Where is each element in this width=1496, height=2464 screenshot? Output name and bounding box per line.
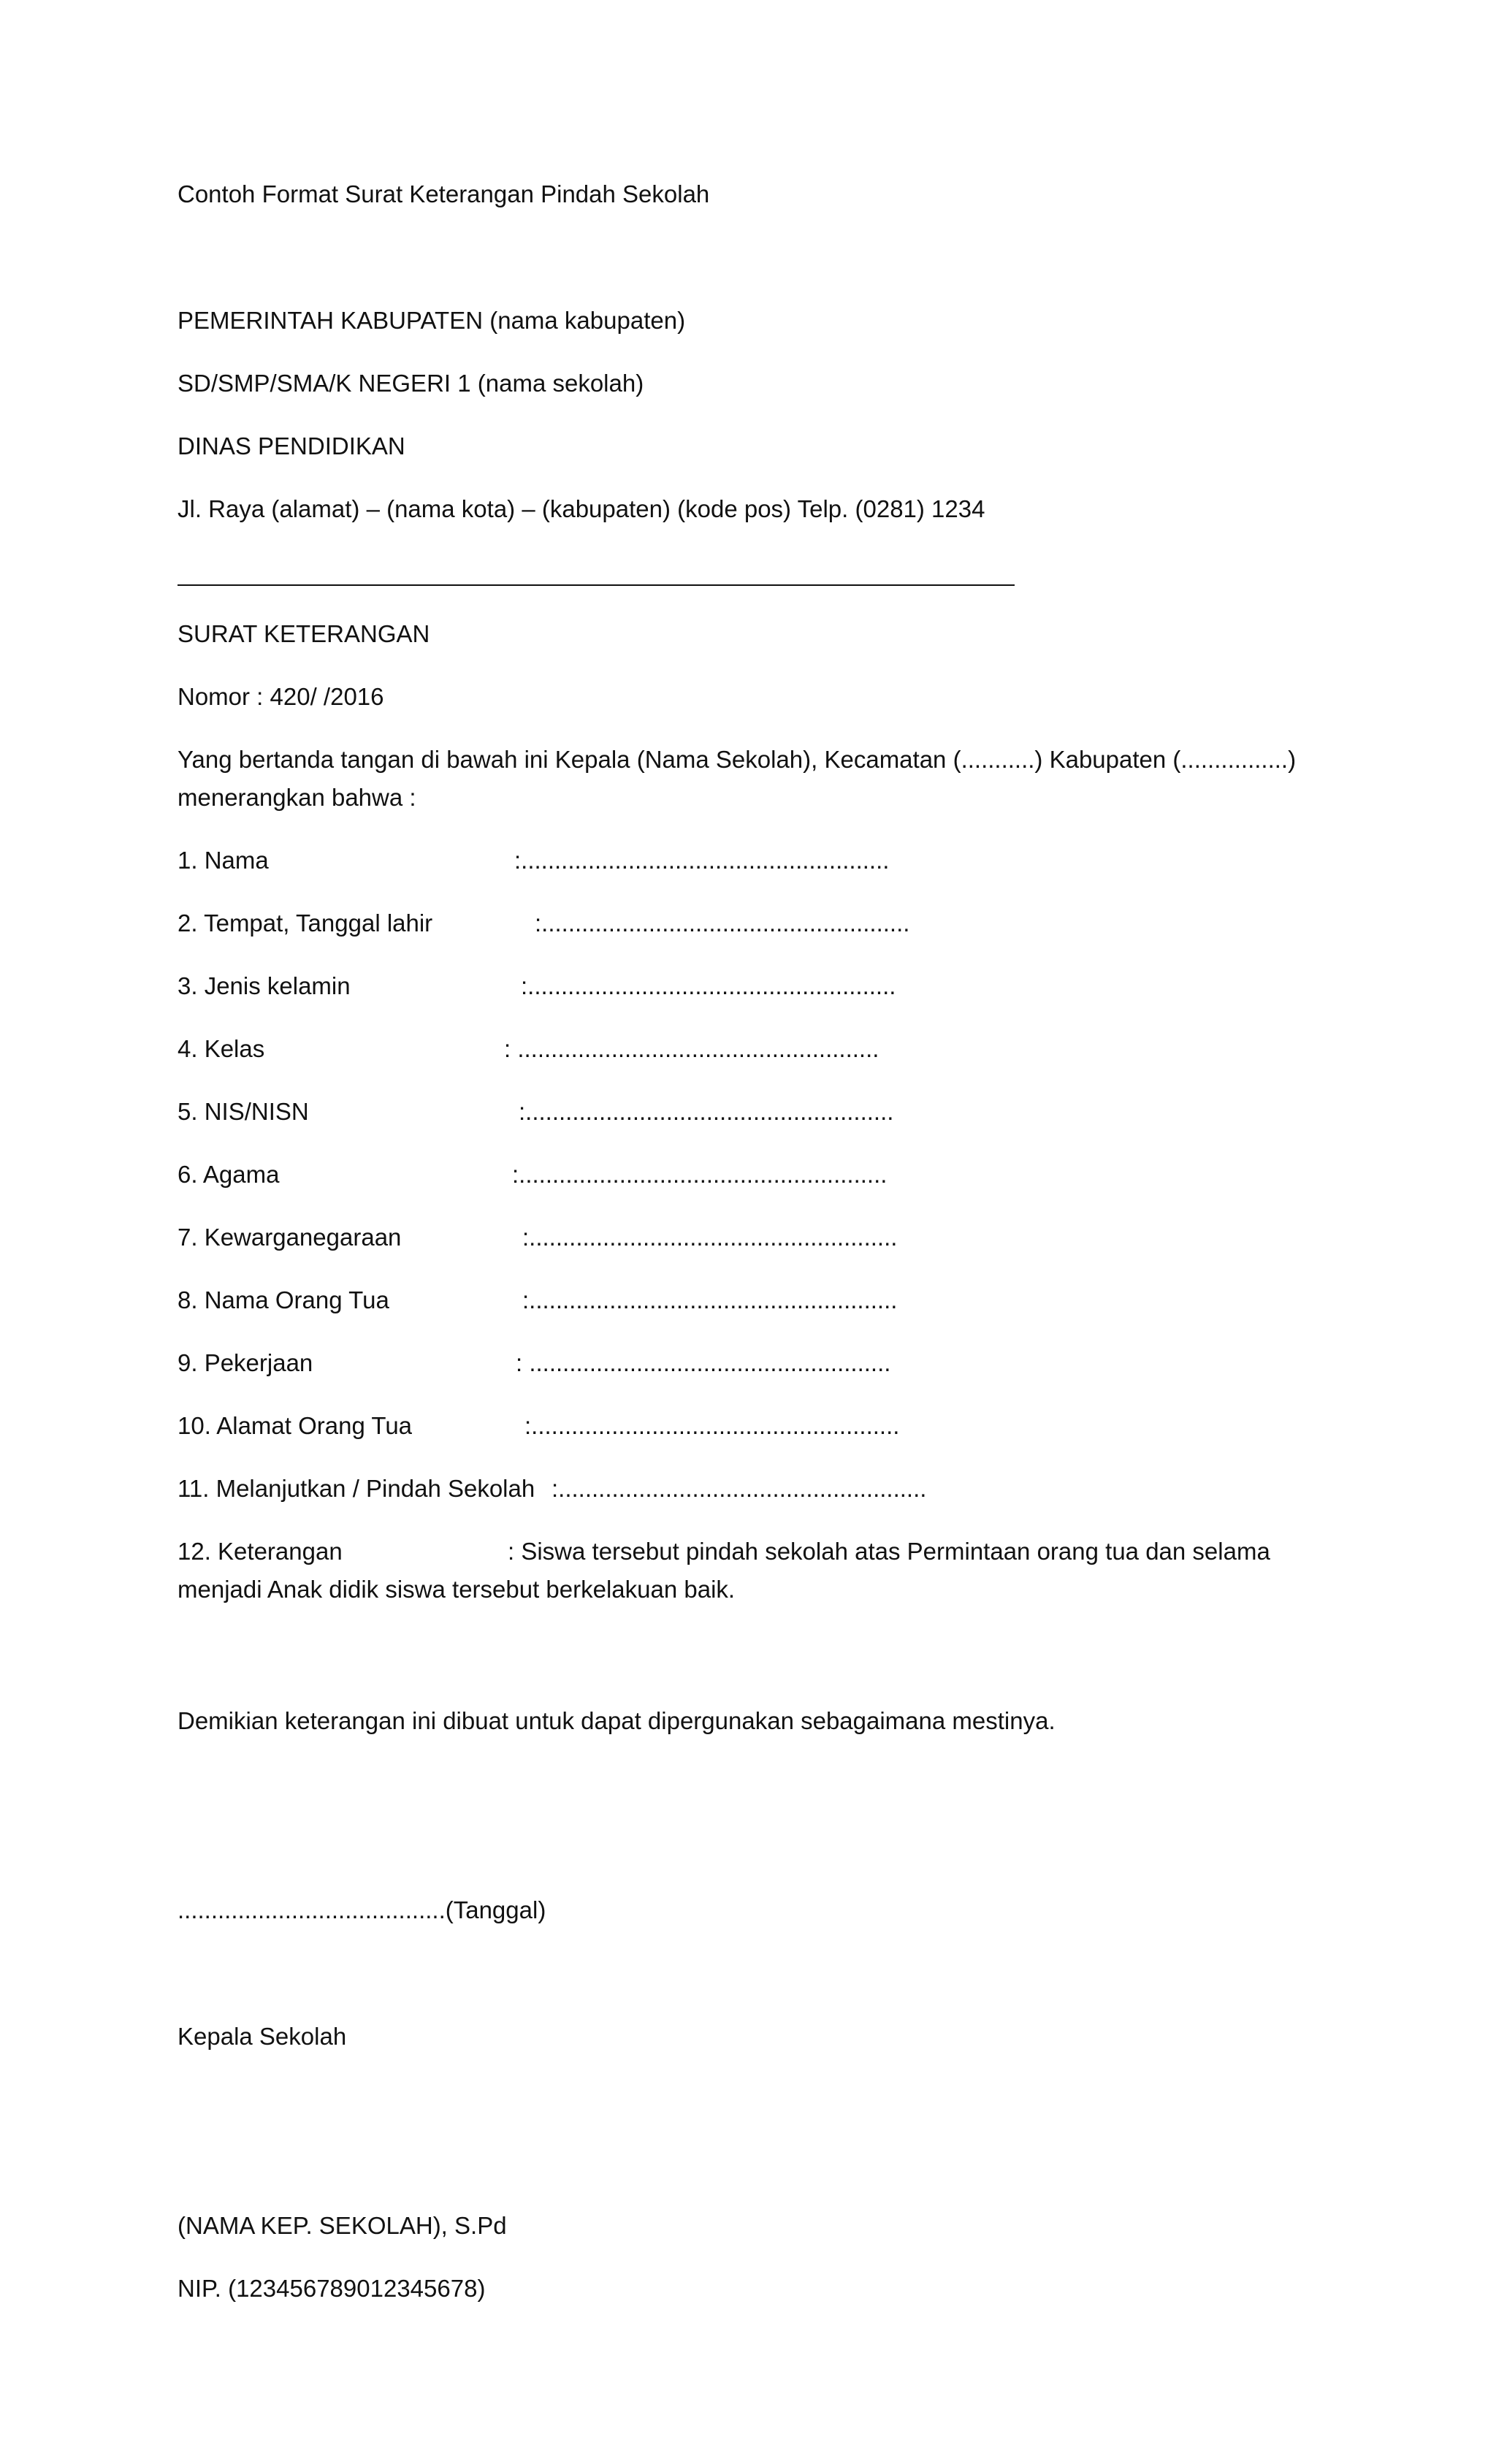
field-label: 10. Alamat Orang Tua xyxy=(178,1412,413,1439)
field-value: :....................................................... xyxy=(519,1098,894,1125)
signatory-name: (NAMA KEP. SEKOLAH), S.Pd xyxy=(178,2212,507,2239)
keterangan-row xyxy=(178,1533,1346,1609)
letter-number: Nomor : 420/ /2016 xyxy=(178,683,384,710)
field-value: : ...................................................... xyxy=(516,1349,891,1376)
field-label: 7. Kewarganegaraan xyxy=(178,1224,402,1251)
field-value: :....................................................... xyxy=(512,1161,888,1188)
field-label: 6. Agama xyxy=(178,1161,280,1188)
field-value: :....................................................... xyxy=(514,847,890,874)
intro-paragraph: Yang bertanda tangan di bawah ini Kepala (Nama Sekolah), Kecamatan (...........) Kabupaten (................) menerangkan bahwa : xyxy=(178,746,1297,811)
field-label: 11. Melanjutkan / Pindah Sekolah xyxy=(178,1475,535,1502)
header-department: DINAS PENDIDIKAN xyxy=(178,432,405,459)
closing-statement: Demikian keterangan ini dibuat untuk dapat dipergunakan sebagaimana mestinya. xyxy=(178,1707,1056,1734)
date-line: ........................................(Tanggal) xyxy=(178,1896,546,1923)
field-label: 9. Pekerjaan xyxy=(178,1349,313,1376)
signatory-title: Kepala Sekolah xyxy=(178,2023,347,2050)
field-value: :....................................................... xyxy=(521,972,896,999)
field-value: :....................................................... xyxy=(552,1475,927,1502)
field-label: 4. Kelas xyxy=(178,1035,265,1062)
letter-title: SURAT KETERANGAN xyxy=(178,620,430,647)
field-label: 8. Nama Orang Tua xyxy=(178,1286,389,1313)
keterangan-label: 12. Keterangan xyxy=(178,1538,343,1565)
field-label: 3. Jenis kelamin xyxy=(178,972,351,999)
field-value: :....................................................... xyxy=(522,1286,898,1313)
field-label: 2. Tempat, Tanggal lahir xyxy=(178,909,433,937)
header-address: Jl. Raya (alamat) – (nama kota) – (kabupaten) (kode pos) Telp. (0281) 1234 xyxy=(178,495,985,522)
field-label: 1. Nama xyxy=(178,847,269,874)
field-value: :....................................................... xyxy=(524,1412,900,1439)
field-value: :....................................................... xyxy=(522,1224,898,1251)
field-label: 5. NIS/NISN xyxy=(178,1098,309,1125)
signatory-nip: NIP. (123456789012345678) xyxy=(178,2275,486,2302)
field-value: : ...................................................... xyxy=(504,1035,879,1062)
document-title: Contoh Format Surat Keterangan Pindah Sekolah xyxy=(178,180,710,207)
field-value: :....................................................... xyxy=(535,909,910,937)
header-government: PEMERINTAH KABUPATEN (nama kabupaten) xyxy=(178,307,686,334)
header-school: SD/SMP/SMA/K NEGERI 1 (nama sekolah) xyxy=(178,370,644,397)
keterangan-value: : Siswa tersebut pindah sekolah atas Permintaan orang tua dan selama menjadi Anak didik siswa tersebut berkelakuan baik. xyxy=(178,1538,1270,1603)
header-divider xyxy=(178,584,1015,586)
